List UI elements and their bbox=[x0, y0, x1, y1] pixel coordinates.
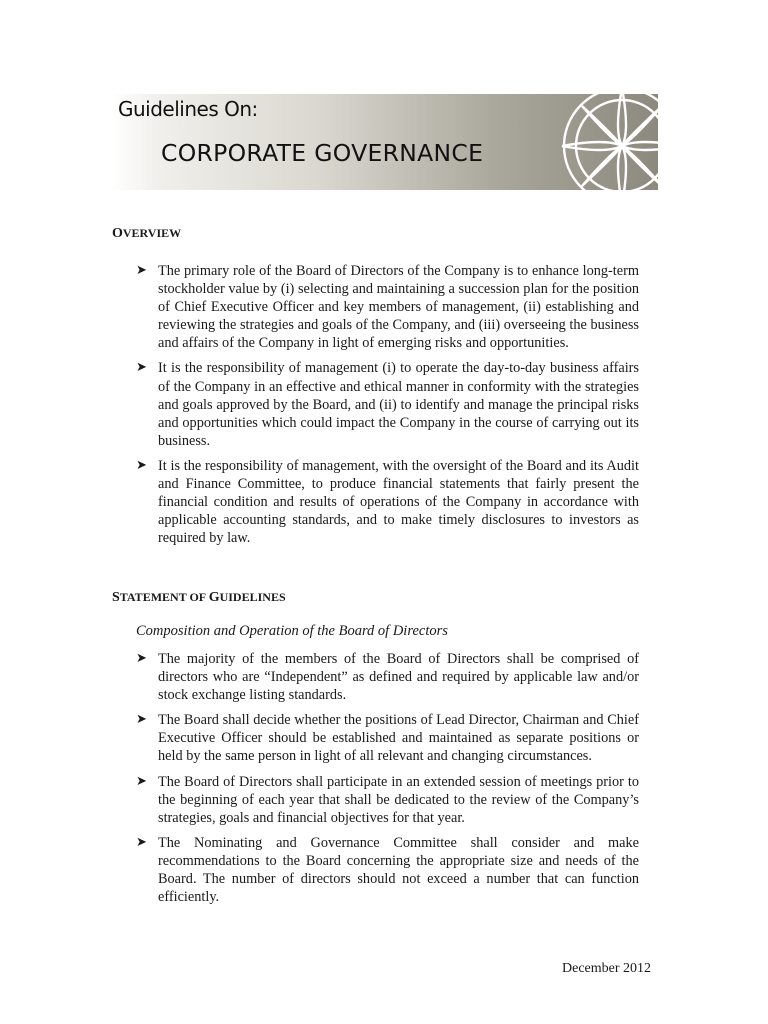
arrow-bullet-icon: ➤ bbox=[136, 360, 147, 376]
arrow-bullet-icon: ➤ bbox=[136, 651, 147, 666]
list-item: ➤ The Nominating and Governance Committee shall consider and make recommendations to the Board concerning the appropriate size and needs of the Board. The number of directors should not exceed a number that can function efficiently. bbox=[136, 834, 639, 906]
statement-heading: STATEMENT OF GUIDELINES bbox=[112, 590, 286, 605]
arrow-bullet-icon: ➤ bbox=[136, 263, 147, 278]
statement-list bbox=[112, 650, 639, 913]
list-item: ➤ It is the responsibility of management, with the oversight of the Board and its Audit and Finance Committee, to produce financial statements that fairly present the financial condition and results of operations of the Company in accordance with applicable accounting standards, and to make timely disclosures to investors as required by law. bbox=[136, 457, 639, 547]
arrow-bullet-icon: ➤ bbox=[136, 457, 147, 473]
banner-subtitle: Guidelines On: bbox=[118, 97, 258, 121]
compass-star-logo-icon bbox=[558, 94, 658, 190]
title-banner bbox=[112, 94, 658, 190]
overview-list bbox=[112, 262, 639, 554]
footer-date: December 2012 bbox=[562, 961, 652, 976]
banner-title: CORPORATE GOVERNANCE bbox=[161, 139, 484, 167]
arrow-bullet-icon: ➤ bbox=[136, 834, 147, 850]
list-item: ➤ The Board of Directors shall participate in an extended session of meetings prior to the beginning of each year that shall be dedicated to the review of the Company’s strategies, goals and financial objectives for that year. bbox=[136, 773, 639, 826]
arrow-bullet-icon: ➤ bbox=[136, 773, 147, 789]
list-item: ➤ It is the responsibility of management (i) to operate the day-to-day business affairs of the Company in an effective and ethical manner in conformity with the strategies and goals approved by the Board, and (ii) to identify and manage the principal risks and opportunities which could impact the Company in the course of carrying out its business. bbox=[136, 360, 639, 449]
overview-heading: OVERVIEW bbox=[112, 226, 182, 241]
composition-subheading: Composition and Operation of the Board of Directors bbox=[136, 623, 448, 639]
arrow-bullet-icon: ➤ bbox=[136, 712, 147, 728]
list-item: ➤ The majority of the members of the Board of Directors shall be comprised of directors who are “Independent” as defined and required by applicable law and/or stock exchange listing standards. bbox=[136, 651, 639, 704]
list-item: ➤ The Board shall decide whether the positions of Lead Director, Chairman and Chief Executive Officer should be established and maintained as separate positions or held by the same person in light of all relevant and changing circumstances. bbox=[136, 712, 639, 765]
list-item: ➤ The primary role of the Board of Directors of the Company is to enhance long-term stockholder value by (i) selecting and maintaining a succession plan for the position of Chief Executive Officer and key members of management, (ii) establishing and reviewing the strategies and goals of the Company, and (iii) overseeing the business and affairs of the Company in light of emerging risks and opportunities. bbox=[136, 263, 639, 352]
